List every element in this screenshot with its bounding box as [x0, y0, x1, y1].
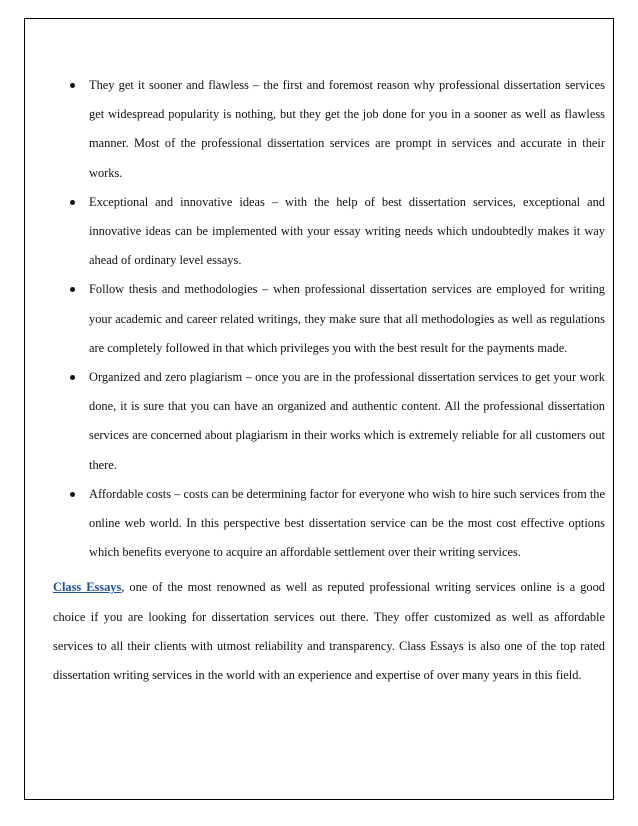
list-item [53, 480, 605, 568]
document-body [53, 71, 605, 690]
list-item [53, 275, 605, 363]
list-item [53, 71, 605, 188]
bullet-icon [70, 83, 75, 88]
list-item-text: Exceptional and innovative ideas – with the help of best dissertation services, exceptional and innovative ideas can be implemented with your essay writing needs which undoubtedly makes it way ahead of ordinary level essays. [89, 194, 605, 268]
closing-paragraph-text: , one of the most renowned as well as reputed professional writing services online is a good choice if you are looking for dissertation services out there. They offer customized as well as affordable services to all their clients with utmost reliability and transparency. Class Essays is also one of the top rated dissertation writing services in the world with an experience and expertise of over many years in this field. [53, 580, 605, 683]
list-item-text: Follow thesis and methodologies – when professional dissertation services are employed for writing your academic and career related writings, they make sure that all methodologies as well as regulations are completely followed in that which privileges you with the best result for the payments made. [89, 282, 605, 355]
bullet-icon [70, 287, 75, 292]
bullet-icon [70, 492, 75, 497]
list-item-text: Organized and zero plagiarism – once you are in the professional dissertation services to get your work done, it is sure that you can have an organized and authentic content. All the professional dissertation services are concerned about plagiarism in their works which is extremely reliable for all customers out there. [89, 370, 605, 472]
list-item-text: Affordable costs – costs can be determining factor for everyone who wish to hire such services from the online web world. In this perspective best dissertation service can be the most cost effective options which benefits everyone to acquire an affordable settlement over their writing services. [89, 486, 605, 560]
list-item-text: They get it sooner and flawless – the first and foremost reason why professional dissertation services get widespread popularity is nothing, but they get the job done for you in a sooner as well as flawless manner. Most of the professional dissertation services are prompt in services and accurate in their works. [89, 78, 605, 180]
list-item [53, 363, 605, 480]
bullet-list [53, 71, 605, 567]
bullet-icon [70, 200, 75, 205]
bullet-icon [70, 375, 75, 380]
class-essays-link[interactable]: Class Essays [53, 580, 122, 595]
closing-paragraph [53, 567, 605, 690]
list-item [53, 188, 605, 276]
